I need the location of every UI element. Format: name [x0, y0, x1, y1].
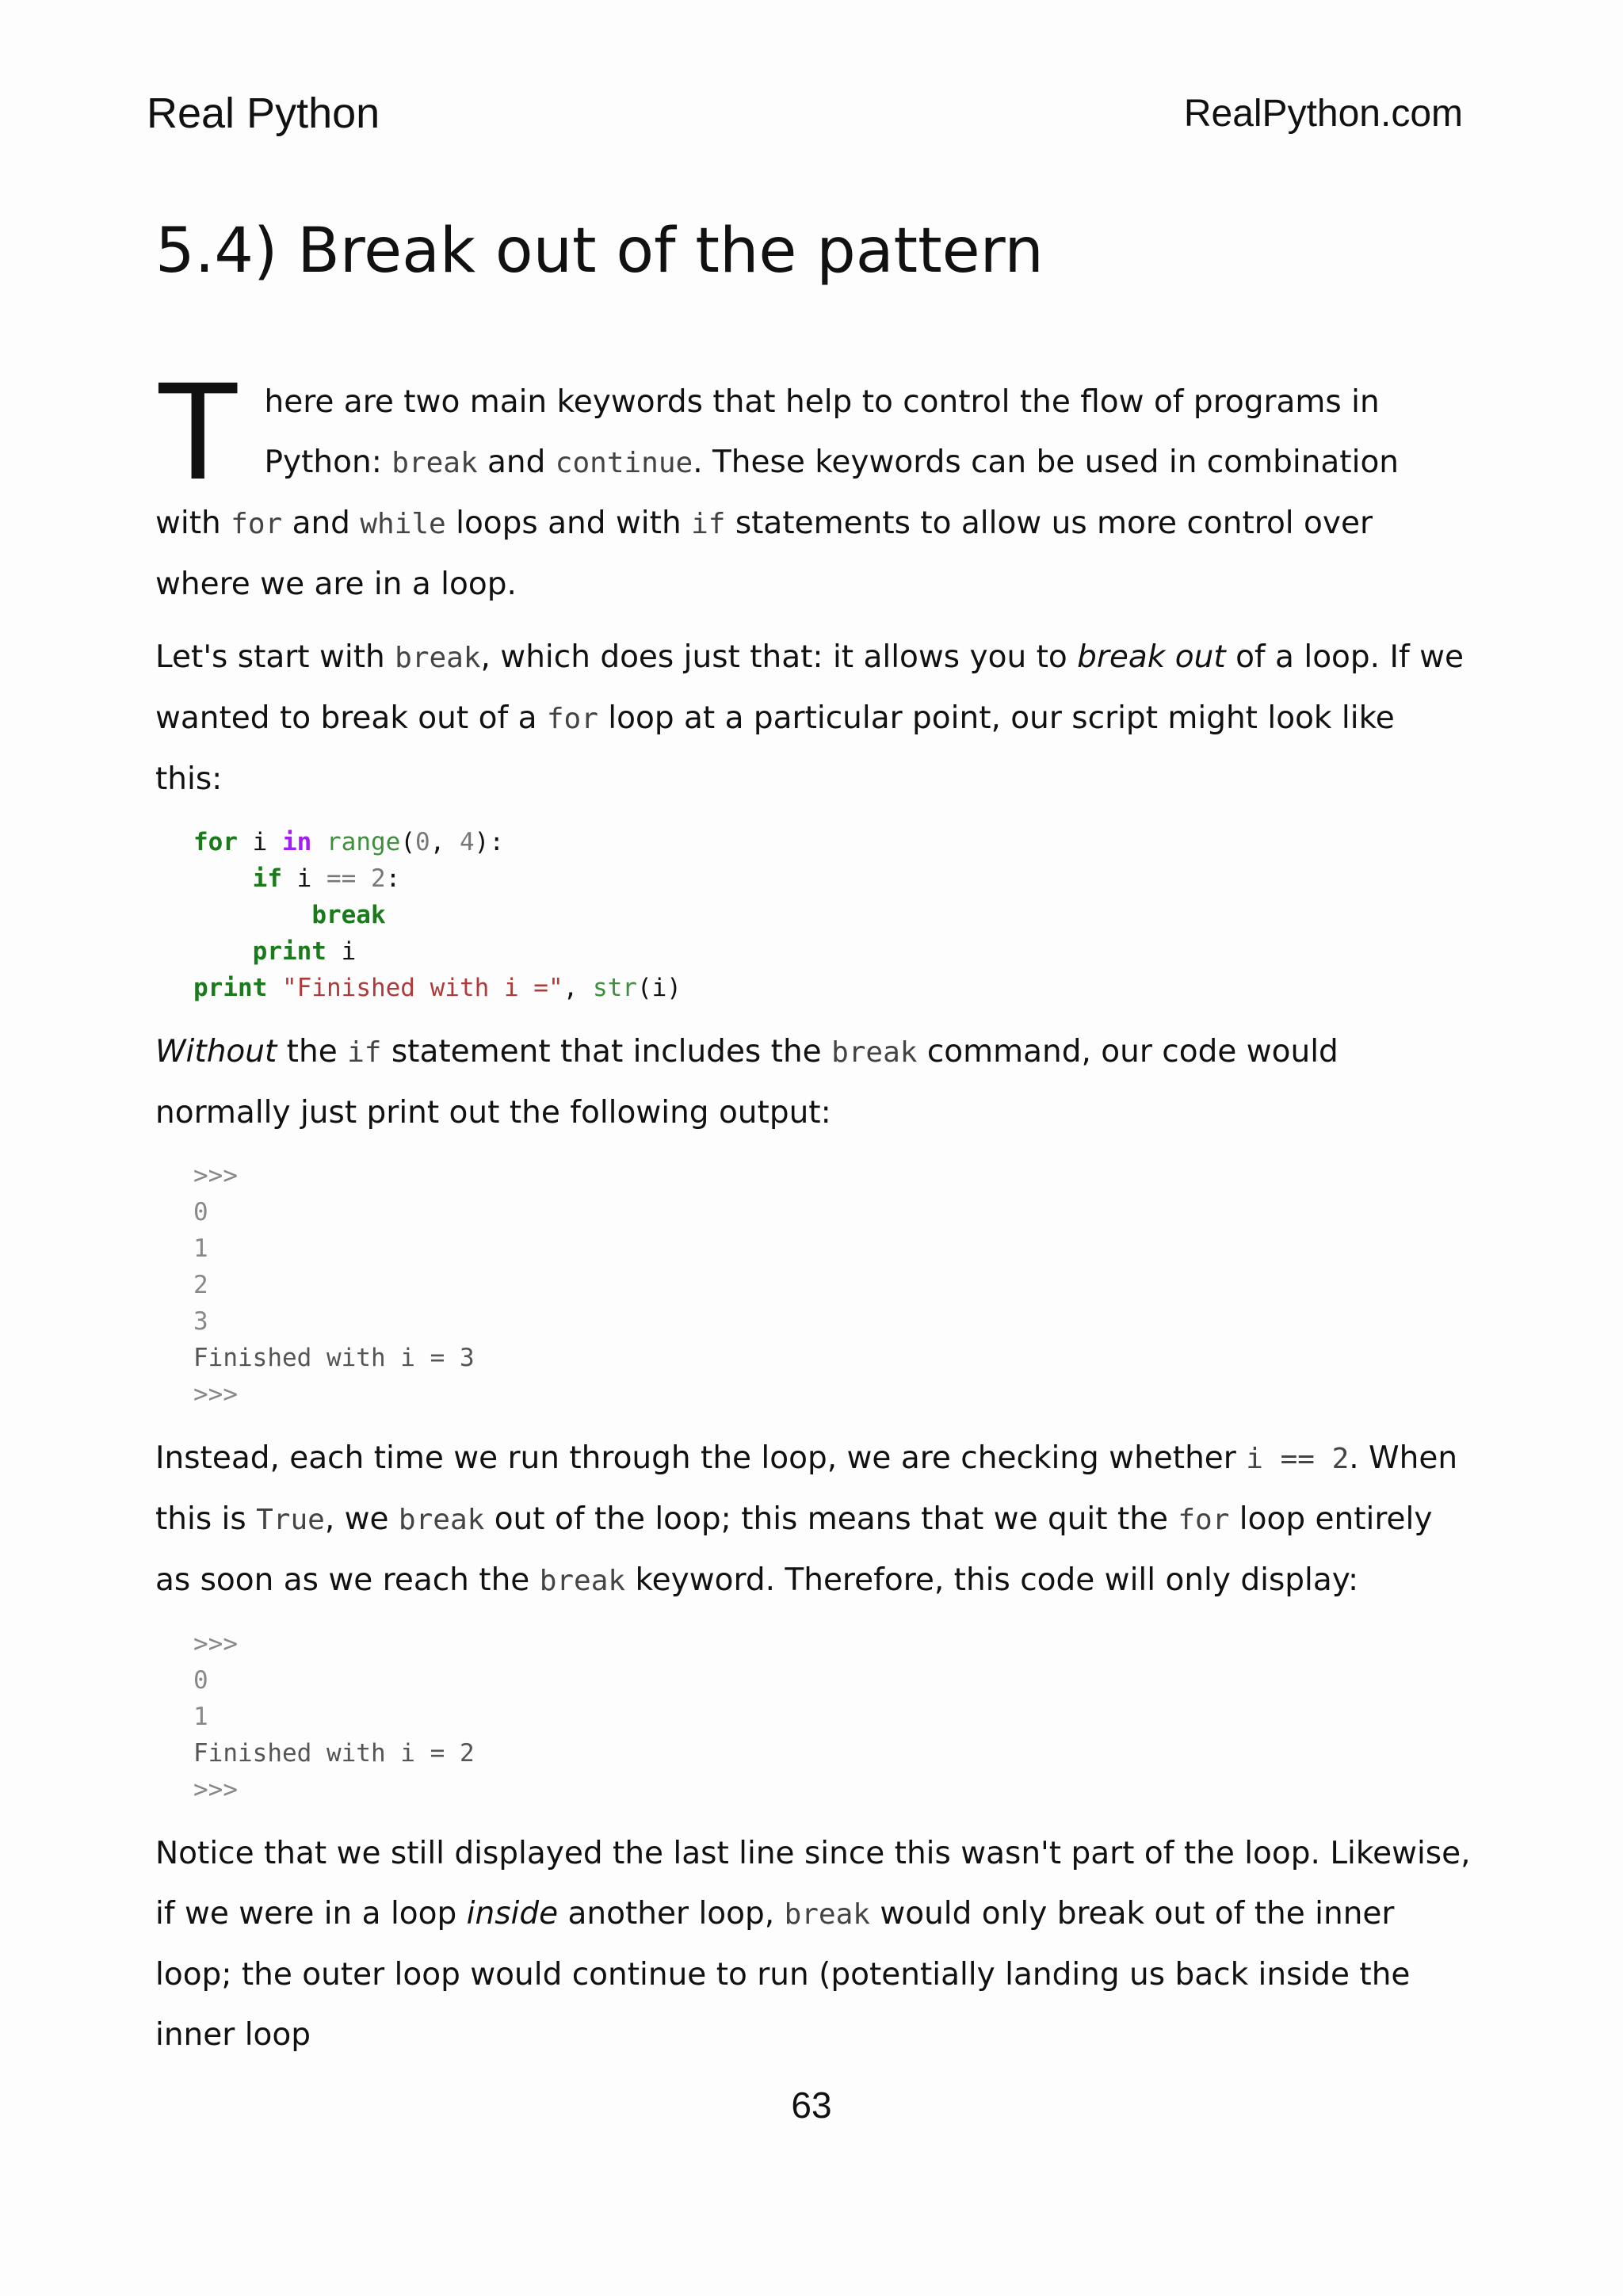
inline-code: break	[395, 642, 481, 674]
inline-code: continue	[555, 447, 693, 479]
inline-code: break	[398, 1504, 485, 1536]
text: loop at a particular point, our script might look like this:	[155, 700, 1395, 797]
inline-code: break	[539, 1565, 626, 1597]
paragraph-without-if	[155, 1022, 1471, 1143]
paragraph-notice	[155, 1824, 1471, 2065]
section-title: 5.4) Break out of the pattern	[155, 215, 1044, 287]
text: here are two main keywords that help to control the flow of programs in Python:	[264, 384, 1380, 480]
text: and	[282, 505, 361, 541]
output-line: 0	[193, 1666, 208, 1695]
output-line: 3	[193, 1307, 208, 1336]
code-block-script	[193, 824, 1471, 1006]
output-line: >>>	[193, 1380, 238, 1409]
text: command, our code would normally just print out the following output:	[155, 1034, 1338, 1131]
inline-code: for	[231, 508, 283, 540]
output-block-break	[193, 1626, 1471, 1808]
output-line: >>>	[193, 1775, 238, 1804]
output-line: >>>	[193, 1161, 238, 1190]
emphasis: Without	[155, 1034, 277, 1070]
paragraph-intro	[155, 353, 1471, 615]
emphasis: inside	[466, 1896, 559, 1932]
text: would only break out of the inner loop; the outer loop would continue to run (potentially landing us back inside the inner loop	[155, 1896, 1411, 2053]
text: statement that includes the	[381, 1034, 832, 1070]
text: another loop,	[558, 1896, 785, 1932]
text: keyword. Therefore, this code will only display:	[625, 1562, 1359, 1598]
text: of a loop. If we wanted to break out of a	[155, 639, 1464, 736]
text: , which does just that: it allows you to	[480, 639, 1078, 675]
text: Instead, each time we run through the loop, we are checking whether	[155, 1440, 1247, 1476]
output-line: 1	[193, 1703, 208, 1731]
code-line: if i == 2:	[252, 864, 401, 893]
inline-code: for	[1178, 1504, 1230, 1536]
inline-code: for	[546, 703, 598, 735]
page-body	[155, 353, 1471, 2065]
output-line: Finished with i = 2	[193, 1739, 475, 1768]
text: , we	[324, 1501, 399, 1537]
text: Notice that we still displayed the last line since this wasn't part of the loop. Likewise, if we were in a loop	[155, 1836, 1471, 1932]
paragraph-break-intro	[155, 627, 1471, 810]
output-line: >>>	[193, 1630, 238, 1658]
text: and	[477, 444, 556, 480]
inline-code: if	[347, 1036, 382, 1069]
text: statements to allow us more control over where we are in a loop.	[155, 505, 1373, 602]
page-number: 63	[791, 2084, 832, 2126]
code-line: break	[311, 901, 386, 929]
code-line: for i in range(0, 4):	[193, 828, 504, 856]
inline-code: break	[831, 1036, 918, 1069]
inline-code: while	[360, 508, 446, 540]
output-block-full	[193, 1158, 1471, 1413]
header-website: RealPython.com	[1183, 93, 1463, 135]
paragraph-instead	[155, 1428, 1471, 1611]
output-line: 2	[193, 1271, 208, 1299]
emphasis: break out	[1077, 639, 1226, 675]
inline-code: True	[256, 1504, 325, 1536]
inline-code: break	[784, 1898, 870, 1931]
output-line: 0	[193, 1198, 208, 1226]
text: loop entirely as soon as we reach the	[155, 1501, 1433, 1598]
output-line: 1	[193, 1234, 208, 1263]
inline-code: i == 2	[1246, 1443, 1350, 1475]
header-book-title: Real Python	[147, 90, 380, 137]
text: . When this is	[155, 1440, 1458, 1537]
text: loops and with	[445, 505, 692, 541]
text: the	[277, 1034, 348, 1070]
inline-code: break	[391, 447, 478, 479]
code-line: print "Finished with i =", str(i)	[193, 974, 682, 1002]
text: . These keywords can be used in combination with	[155, 444, 1400, 541]
drop-cap: T	[155, 353, 241, 509]
inline-code: if	[691, 508, 726, 540]
code-line: print i	[252, 937, 357, 966]
text: out of the loop; this means that we quit the	[484, 1501, 1178, 1537]
output-line: Finished with i = 3	[193, 1344, 475, 1372]
text: Let's start with	[155, 639, 395, 675]
